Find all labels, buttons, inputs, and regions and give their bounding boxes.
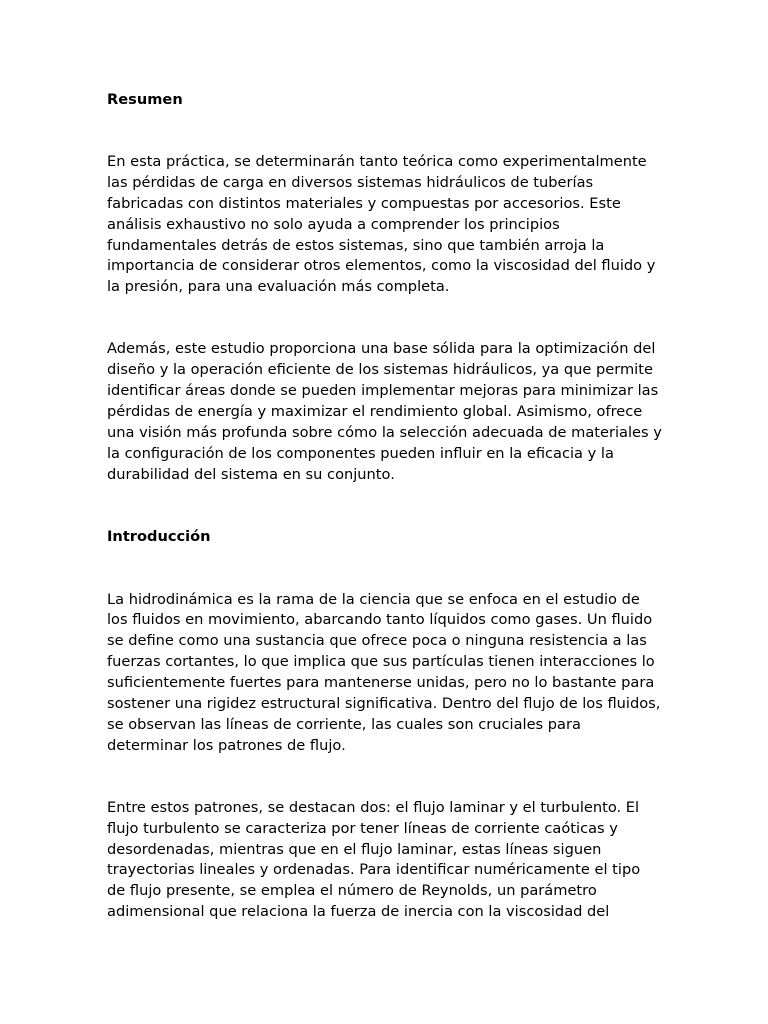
paragraph-resumen-1: En esta práctica, se determinarán tanto teórica como experimentalmente las pérdidas de carga en diversos sistemas hidráulicos de tuberías fabricadas con distintos materiales y compuestas por accesorios. Este análisis exhaustivo no solo ayuda a comprender los principios fundamentales detrás de estos sistemas, sino que también arroja la importancia de considerar otros elementos, como la viscosidad del fluido y la presión, para una evaluación más completa. <box>107 152 656 296</box>
paragraph-introduccion-1: La hidrodinámica es la rama de la ciencia que se enfoca en el estudio de los fluidos en movimiento, abarcando tanto líquidos como gases. Un fluido se define como una sustancia que ofrece poca o ninguna resistencia a las fuerzas cortantes, lo que implica que sus partículas tienen interacciones lo suficientemente fuertes para mantenerse unidas, pero no lo bastante para sostener una rigidez estructural significativa. Dentro del flujo de los fluidos, se observan las líneas de corriente, las cuales son cruciales para determinar los patrones de flujo. <box>107 590 661 754</box>
paragraph-introduccion-2: Entre estos patrones, se destacan dos: el flujo laminar y el turbulento. El flujo turbulento se caracteriza por tener líneas de corriente caóticas y desordenadas, mientras que en el flujo laminar, estas líneas siguen trayectorias lineales y ordenadas. Para identificar numéricamente el tipo de flujo presente, se emplea el número de Reynolds, un parámetro adimensional que relaciona la fuerza de inercia con la viscosidad del <box>107 798 641 921</box>
section-heading-resumen: Resumen <box>107 91 183 108</box>
section-heading-introduccion: Introducción <box>107 527 211 545</box>
paragraph-resumen-2: Además, este estudio proporciona una base sólida para la optimización del diseño y la operación eficiente de los sistemas hidráulicos, ya que permite identificar áreas donde se pueden implementar mejoras para minimizar las pérdidas de energía y maximizar el rendimiento global. Asimismo, ofrece una visión más profunda sobre cómo la selección adecuada de materiales y la configuración de los componentes pueden influir en la eficacia y la durabilidad del sistema en su conjunto. <box>107 340 662 483</box>
